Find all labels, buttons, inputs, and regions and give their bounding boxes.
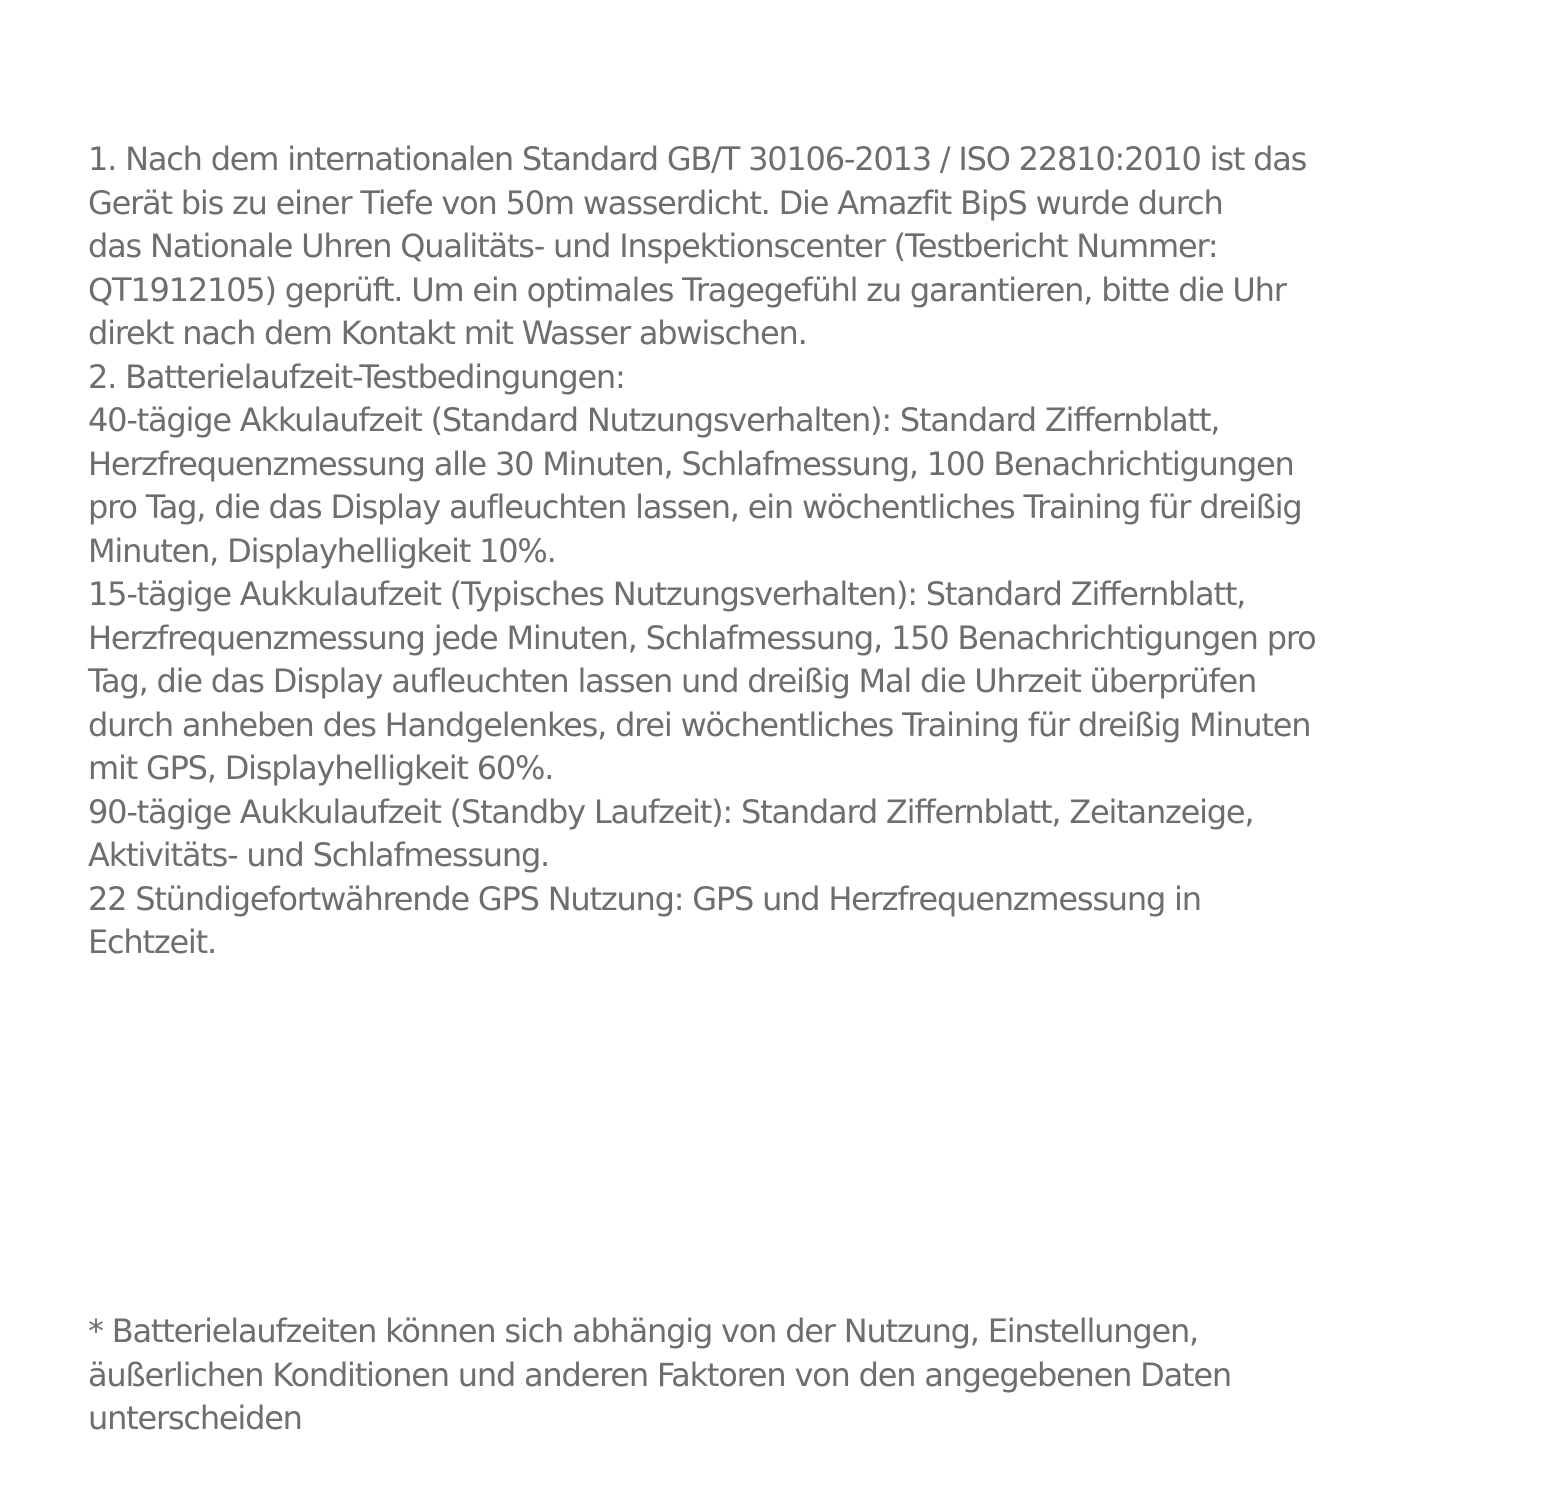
paragraph-40-day bbox=[88, 399, 1488, 573]
text-line: Gerät bis zu einer Tiefe von 50m wasserdicht. Die Amazfit BipS wurde durch bbox=[88, 183, 1223, 222]
text-line: das Nationale Uhren Qualitäts- und Inspektionscenter (Testbericht Nummer: bbox=[88, 227, 1218, 265]
text-line: mit GPS, Displayhelligkeit 60%. bbox=[88, 749, 554, 787]
text-line: Tag, die das Display aufleuchten lassen und dreißig Mal die Uhrzeit überprüfen bbox=[88, 662, 1257, 700]
text-line: Herzfrequenzmessung jede Minuten, Schlafmessung, 150 Benachrichtigungen pro bbox=[88, 618, 1316, 657]
text-line: * Batterielaufzeiten können sich abhängig von der Nutzung, Einstellungen, bbox=[88, 1312, 1198, 1350]
text-line: äußerlichen Konditionen und anderen Faktoren von den angegebenen Daten bbox=[88, 1355, 1231, 1394]
text-line: QT1912105) geprüft. Um ein optimales Tragegefühl zu garantieren, bitte die Uhr bbox=[88, 270, 1286, 309]
text-line: Herzfrequenzmessung alle 30 Minuten, Schlafmessung, 100 Benachrichtigungen bbox=[88, 444, 1294, 483]
paragraph-waterproof bbox=[88, 138, 1488, 356]
document-body bbox=[88, 138, 1488, 965]
paragraph-battery-heading bbox=[88, 356, 1488, 400]
text-line: 40-tägige Akkulaufzeit (Standard Nutzungsverhalten): Standard Ziffernblatt, bbox=[88, 401, 1220, 439]
text-line: direkt nach dem Kontakt mit Wasser abwischen. bbox=[88, 314, 807, 352]
text-line: unterscheiden bbox=[88, 1399, 302, 1437]
paragraph-gps bbox=[88, 878, 1488, 965]
text-line: 1. Nach dem internationalen Standard GB/T 30106-2013 / ISO 22810:2010 ist das bbox=[88, 140, 1307, 178]
text-line: 2. Batterielaufzeit-Testbedingungen: bbox=[88, 357, 625, 396]
text-line: 15-tägige Aukkulaufzeit (Typisches Nutzungsverhalten): Standard Ziffernblatt, bbox=[88, 575, 1246, 613]
text-line: Echtzeit. bbox=[88, 923, 216, 961]
text-line: Minuten, Displayhelligkeit 10%. bbox=[88, 531, 556, 570]
text-line: Aktivitäts- und Schlafmessung. bbox=[88, 836, 550, 874]
paragraph-90-day bbox=[88, 791, 1488, 878]
text-line: 90-tägige Aukkulaufzeit (Standby Laufzeit): Standard Ziffernblatt, Zeitanzeige, bbox=[88, 792, 1254, 831]
footnote bbox=[88, 1310, 1488, 1441]
paragraph-15-day bbox=[88, 573, 1488, 791]
text-line: durch anheben des Handgelenkes, drei wöchentliches Training für dreißig Minuten bbox=[88, 705, 1311, 744]
text-line: 22 Stündigefortwährende GPS Nutzung: GPS und Herzfrequenzmessung in bbox=[88, 879, 1201, 918]
text-line: pro Tag, die das Display aufleuchten lassen, ein wöchentliches Training für dreißig bbox=[88, 488, 1302, 526]
